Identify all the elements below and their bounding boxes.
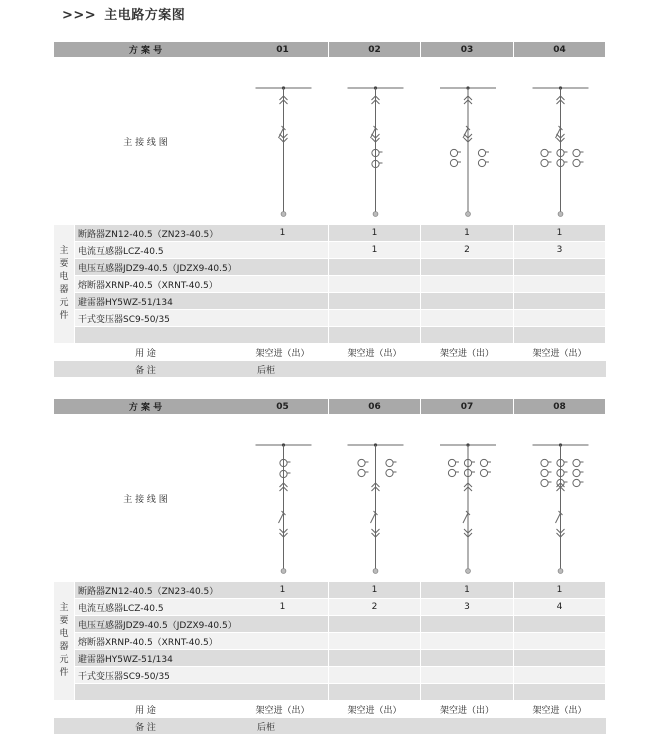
notes-label: 备 注 (54, 361, 237, 377)
usage-value: 架空进（出） (237, 344, 328, 360)
main-components-label (54, 225, 74, 343)
current-transformer (541, 459, 548, 466)
wiring-diagram-svg (421, 58, 513, 224)
component-row (54, 242, 606, 258)
diagram-label: 主 接 线 图 (54, 58, 237, 224)
main-wiring-diagram-08 (514, 415, 605, 581)
component-name: 电压互感器JDZ9-40.5（JDZX9-40.5） (75, 616, 237, 632)
header-row (54, 42, 606, 57)
component-qty-empty (421, 327, 513, 343)
breaker-blade (463, 128, 468, 138)
component-name: 避雷器HY5WZ-51/134 (75, 293, 237, 309)
main-wiring-diagram-02 (329, 58, 420, 224)
component-qty (514, 616, 605, 632)
wiring-diagram-svg (329, 415, 420, 581)
main-components-label-char: 元 (59, 655, 69, 665)
component-row (54, 582, 606, 598)
main-components-label-char: 电 (59, 629, 69, 639)
component-qty: 3 (421, 599, 513, 615)
component-qty (329, 310, 420, 326)
main-components-label-char: 件 (59, 668, 69, 678)
component-qty (329, 633, 420, 649)
component-name: 避雷器HY5WZ-51/134 (75, 650, 237, 666)
main-wiring-diagram-04 (514, 58, 605, 224)
component-qty (421, 276, 513, 292)
component-qty: 1 (421, 582, 513, 598)
breaker-blade (556, 128, 561, 138)
header-scheme-no-07: 07 (421, 399, 513, 414)
cable-terminal (373, 212, 378, 217)
component-qty (514, 667, 605, 683)
current-transformer (480, 469, 487, 476)
component-qty-empty (421, 684, 513, 700)
component-row (54, 667, 606, 683)
breaker-blade (371, 128, 376, 138)
usage-label: 用 途 (54, 344, 237, 360)
component-qty: 4 (514, 599, 605, 615)
component-row (54, 259, 606, 275)
component-row (54, 276, 606, 292)
main-components-label-char: 要 (59, 259, 69, 269)
component-qty (421, 616, 513, 632)
component-name: 断路器ZN12-40.5（ZN23-40.5） (75, 225, 237, 241)
component-qty (329, 259, 420, 275)
main-wiring-diagram-06 (329, 415, 420, 581)
main-components-label-char: 器 (59, 642, 69, 652)
current-transformer (573, 149, 580, 156)
component-name: 干式变压器SC9-50/35 (75, 310, 237, 326)
current-transformer (448, 459, 455, 466)
breaker-blade (556, 513, 561, 523)
wiring-diagram-svg (514, 58, 605, 224)
component-qty: 1 (329, 242, 420, 258)
component-qty (514, 310, 605, 326)
usage-value: 架空进（出） (514, 701, 605, 717)
cable-terminal (281, 569, 286, 574)
cable-terminal (373, 569, 378, 574)
header-scheme-no-08: 08 (514, 399, 605, 414)
component-qty-empty (237, 684, 328, 700)
scheme-table-1 (54, 42, 606, 382)
page-title (62, 4, 185, 23)
cable-terminal (466, 212, 471, 217)
usage-label: 用 途 (54, 701, 237, 717)
component-qty (514, 293, 605, 309)
notes-row (54, 361, 606, 377)
component-qty: 2 (329, 599, 420, 615)
main-wiring-diagram-07 (421, 415, 513, 581)
header-scheme-no-04: 04 (514, 42, 605, 57)
breaker-blade (463, 513, 468, 523)
header-row (54, 399, 606, 414)
current-transformer (541, 469, 548, 476)
component-qty (237, 633, 328, 649)
component-qty: 3 (514, 242, 605, 258)
component-qty (514, 633, 605, 649)
current-transformer (386, 459, 393, 466)
cable-terminal (558, 569, 563, 574)
notes-value: 后柜 (237, 361, 606, 377)
main-components-label-char: 电 (59, 272, 69, 282)
breaker-blade (371, 513, 376, 523)
usage-value: 架空进（出） (421, 701, 513, 717)
main-components-label-char: 要 (59, 616, 69, 626)
current-transformer (480, 459, 487, 466)
header-scheme-label: 方 案 号 (54, 399, 237, 414)
current-transformer (358, 469, 365, 476)
component-qty (237, 242, 328, 258)
component-qty: 1 (421, 225, 513, 241)
component-name: 断路器ZN12-40.5（ZN23-40.5） (75, 582, 237, 598)
component-name-empty (75, 684, 237, 700)
scheme-table-2 (54, 399, 606, 739)
usage-value: 架空进（出） (329, 701, 420, 717)
wiring-diagram-svg (329, 58, 420, 224)
current-transformer (450, 149, 457, 156)
component-row (54, 650, 606, 666)
component-row-empty (54, 327, 606, 343)
notes-value: 后柜 (237, 718, 606, 734)
component-qty: 1 (237, 582, 328, 598)
usage-value: 架空进（出） (329, 344, 420, 360)
component-row (54, 225, 606, 241)
main-components-label-char: 主 (59, 603, 69, 613)
usage-row (54, 701, 606, 717)
wiring-diagram-svg (421, 415, 513, 581)
main-wiring-diagram-03 (421, 58, 513, 224)
component-qty: 1 (514, 225, 605, 241)
main-components-label-char: 元 (59, 298, 69, 308)
current-transformer (450, 159, 457, 166)
component-qty: 1 (514, 582, 605, 598)
wiring-diagram-svg (514, 415, 605, 581)
main-components-label-char: 主 (59, 246, 69, 256)
component-name-empty (75, 327, 237, 343)
diagram-label: 主 接 线 图 (54, 415, 237, 581)
current-transformer (478, 159, 485, 166)
main-wiring-diagram-05 (237, 415, 328, 581)
component-qty (421, 310, 513, 326)
component-qty: 2 (421, 242, 513, 258)
component-qty (514, 276, 605, 292)
current-transformer (386, 469, 393, 476)
component-qty-empty (514, 327, 605, 343)
component-qty-empty (514, 684, 605, 700)
component-row (54, 310, 606, 326)
component-qty (237, 310, 328, 326)
component-row-empty (54, 684, 606, 700)
component-qty (514, 650, 605, 666)
component-name: 熔断器XRNP-40.5（XRNT-40.5） (75, 276, 237, 292)
diagram-row (54, 58, 606, 224)
current-transformer (573, 469, 580, 476)
current-transformer (448, 469, 455, 476)
component-qty: 1 (237, 599, 328, 615)
notes-label: 备 注 (54, 718, 237, 734)
main-components-label-char: 件 (59, 311, 69, 321)
wiring-diagram-svg (237, 58, 328, 224)
current-transformer (573, 459, 580, 466)
cable-terminal (281, 212, 286, 217)
component-qty (421, 259, 513, 275)
component-qty (329, 276, 420, 292)
component-qty (329, 616, 420, 632)
diagram-row (54, 415, 606, 581)
component-row (54, 616, 606, 632)
component-qty: 1 (329, 582, 420, 598)
component-row (54, 599, 606, 615)
main-components-label (54, 582, 74, 700)
component-name: 电流互感器LCZ-40.5 (75, 599, 237, 615)
breaker-blade (279, 513, 284, 523)
component-qty (514, 259, 605, 275)
main-wiring-diagram-01 (237, 58, 328, 224)
component-name: 电流互感器LCZ-40.5 (75, 242, 237, 258)
current-transformer (541, 479, 548, 486)
component-row (54, 293, 606, 309)
component-qty: 1 (329, 225, 420, 241)
header-scheme-no-01: 01 (237, 42, 328, 57)
breaker-blade (279, 128, 284, 138)
component-qty (329, 667, 420, 683)
header-scheme-no-03: 03 (421, 42, 513, 57)
component-qty-empty (329, 327, 420, 343)
component-qty (237, 259, 328, 275)
header-scheme-no-05: 05 (237, 399, 328, 414)
usage-row (54, 344, 606, 360)
current-transformer (358, 459, 365, 466)
component-qty (237, 293, 328, 309)
component-name: 电压互感器JDZ9-40.5（JDZX9-40.5） (75, 259, 237, 275)
header-scheme-no-06: 06 (329, 399, 420, 414)
usage-value: 架空进（出） (421, 344, 513, 360)
title-text: 主电路方案图 (104, 8, 186, 23)
component-qty (237, 616, 328, 632)
main-components-label-char: 器 (59, 285, 69, 295)
component-qty (329, 293, 420, 309)
component-qty (237, 667, 328, 683)
component-qty (421, 293, 513, 309)
component-qty (329, 650, 420, 666)
component-qty (421, 650, 513, 666)
current-transformer (541, 149, 548, 156)
component-name: 干式变压器SC9-50/35 (75, 667, 237, 683)
component-name: 熔断器XRNP-40.5（XRNT-40.5） (75, 633, 237, 649)
component-qty (237, 650, 328, 666)
header-scheme-label: 方 案 号 (54, 42, 237, 57)
component-qty-empty (237, 327, 328, 343)
component-row (54, 633, 606, 649)
current-transformer (541, 159, 548, 166)
usage-value: 架空进（出） (514, 344, 605, 360)
component-qty: 1 (237, 225, 328, 241)
component-qty (421, 633, 513, 649)
current-transformer (478, 149, 485, 156)
component-qty (237, 276, 328, 292)
component-qty (421, 667, 513, 683)
usage-value: 架空进（出） (237, 701, 328, 717)
component-qty-empty (329, 684, 420, 700)
current-transformer (573, 479, 580, 486)
title-arrows: >>> (62, 8, 97, 23)
cable-terminal (558, 212, 563, 217)
wiring-diagram-svg (237, 415, 328, 581)
notes-row (54, 718, 606, 734)
header-scheme-no-02: 02 (329, 42, 420, 57)
cable-terminal (466, 569, 471, 574)
current-transformer (573, 159, 580, 166)
